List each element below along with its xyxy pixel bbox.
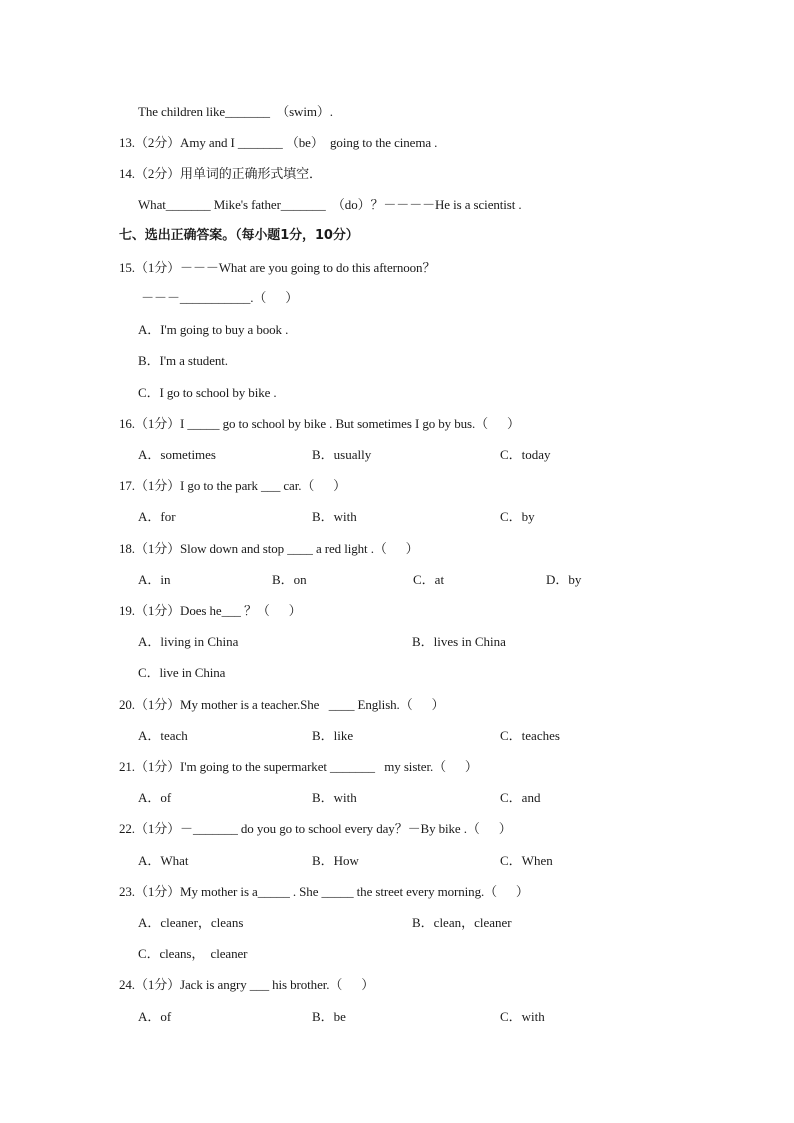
q17-text: 17.（1分）I go to the park ___ car.（ ） [119,478,347,493]
q24-option-b: B．be [312,1009,346,1024]
q22-option-c: C．When [500,853,553,868]
q20-option-c: C．teaches [500,728,560,743]
q18-option-d: D．by [546,572,582,587]
q15-option-b: B．I'm a student. [138,353,228,368]
q20-option-b: B．like [312,728,354,743]
q15-option-c: C．I go to school by bike . [138,385,277,400]
q16-text: 16.（1分）I _____ go to school by bike . But sometimes I go by bus.（ ） [119,416,520,431]
q18-text: 18.（1分）Slow down and stop ____ a red light .（ ） [119,541,419,556]
q22-option-a: A．What [138,853,189,868]
q16-option-a: A．sometimes [138,447,216,462]
q21-option-c: C．and [500,790,541,805]
q19-option-c: C．live in China [138,665,226,680]
q24-text: 24.（1分）Jack is angry ___ his brother.（ ） [119,977,375,992]
q18-option-c: C．at [413,572,445,587]
q19-option-b: B．lives in China [412,634,506,649]
q17-option-b: B．with [312,509,357,524]
q19-option-a: A．living in China [138,634,239,649]
q14-sentence: What_______ Mike's father_______ （do）？－－－－He is a scientist . [138,197,522,212]
q15-answer-line: －－－___________.（ ） [138,290,299,305]
q16-option-c: C．today [500,447,551,462]
q18-option-a: A．in [138,572,171,587]
q23-option-a: A．cleaner，cleans [138,915,244,930]
q17-option-a: A．for [138,509,176,524]
q21-option-a: A．of [138,790,172,805]
q22-text: 22.（1分）－_______ do you go to school every day？－By bike .（ ） [119,821,512,836]
q23-text: 23.（1分）My mother is a_____ . She _____ the street every morning.（ ） [119,884,529,899]
q24-option-c: C．with [500,1009,545,1024]
q22-option-b: B．How [312,853,359,868]
q19-text: 19.（1分）Does he___ ？（ ） [119,603,302,618]
q13-text: 13.（2分）Amy and I _______ （be） going to the cinema . [119,135,438,150]
q17-option-c: C．by [500,509,535,524]
q20-option-a: A．teach [138,728,188,743]
q21-option-b: B．with [312,790,357,805]
q12-sentence: The children like_______ （swim）. [138,104,333,119]
q24-option-a: A．of [138,1009,172,1024]
q16-option-b: B．usually [312,447,372,462]
q23-option-b: B．clean，cleaner [412,915,512,930]
q14-text: 14.（2分）用单词的正确形式填空． [119,166,322,181]
q18-option-b: B．on [272,572,307,587]
section-7-heading: 七、选出正确答案。（每小题1分，10分） [119,228,359,243]
q21-text: 21.（1分）I'm going to the supermarket _______ my sister.（ ） [119,759,478,774]
q20-text: 20.（1分）My mother is a teacher.She ____ English.（ ） [119,697,445,712]
q15-text: 15.（1分）－－－What are you going to do this afternoon？ [119,260,436,275]
q15-option-a: A．I'm going to buy a book . [138,322,289,337]
q23-option-c: C．cleans， cleaner [138,946,248,961]
